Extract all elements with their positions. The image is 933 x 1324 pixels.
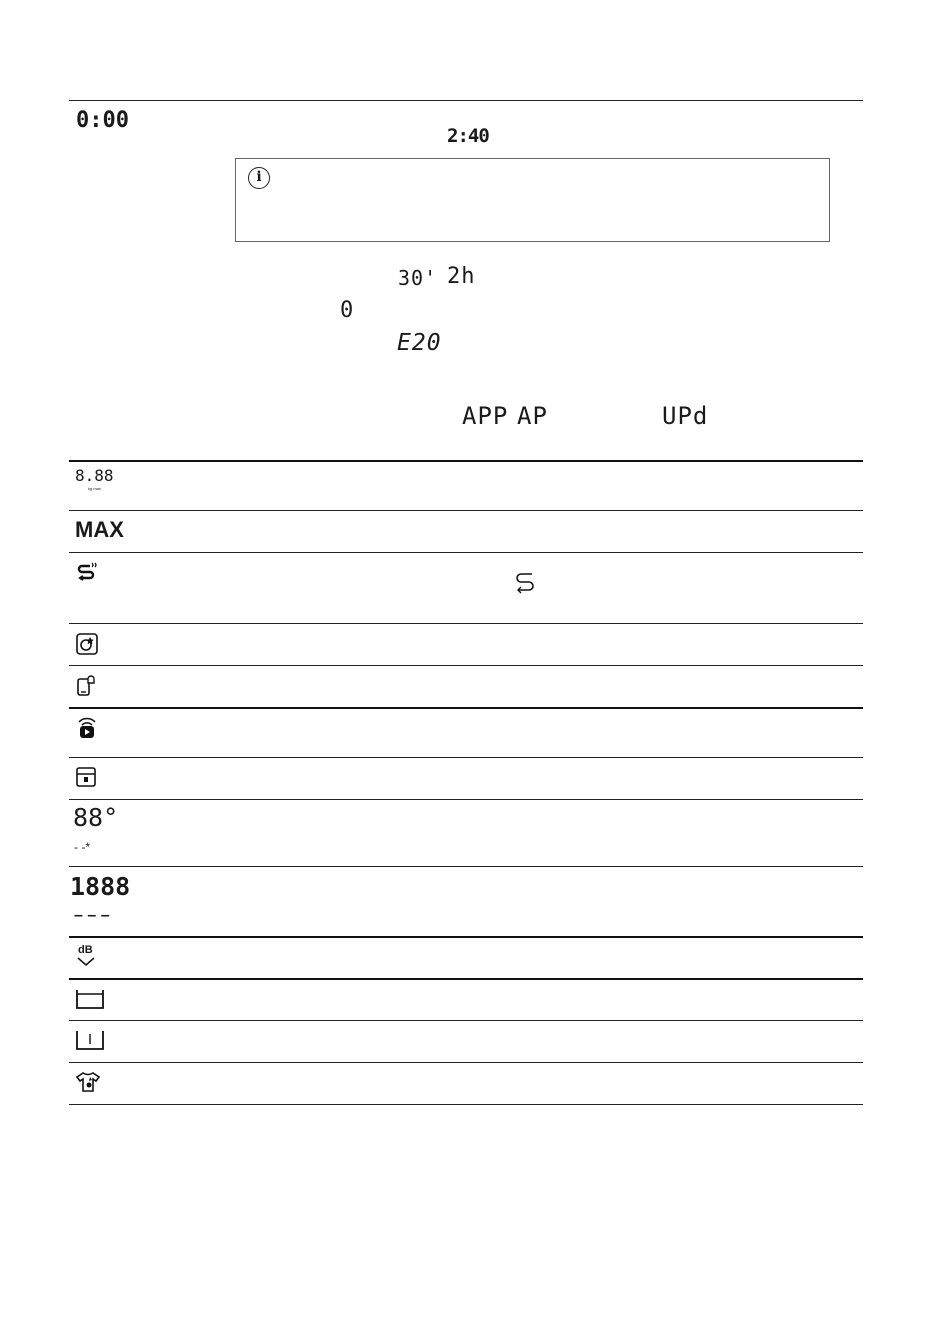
app-code-1: APP <box>462 402 509 430</box>
load-weight-display-icon: 8.88 <box>75 466 114 485</box>
time-display: 0:00 <box>76 108 129 133</box>
extra-rinse-icon <box>76 1030 104 1050</box>
info-note-box <box>235 158 830 242</box>
row-divider <box>69 1062 863 1063</box>
zero-value: 0 <box>340 298 355 323</box>
sound-level-label: dB <box>78 944 93 956</box>
sound-level-icon <box>76 945 96 966</box>
row-divider <box>69 1020 863 1021</box>
row-divider <box>69 552 863 553</box>
row-divider <box>69 799 863 800</box>
row-divider <box>69 623 863 624</box>
delay-short-value: 30' <box>398 266 438 290</box>
steam-symbol-icon <box>513 570 537 594</box>
update-code: UPd <box>662 402 709 430</box>
row-divider <box>69 665 863 666</box>
row-divider <box>69 460 863 462</box>
time-example: 2:40 <box>447 125 489 147</box>
max-load-icon: MAX <box>75 517 124 542</box>
error-code: E20 <box>397 330 442 356</box>
wifi-connect-icon <box>76 715 98 739</box>
steam-refresh-icon <box>76 562 98 584</box>
row-divider <box>69 757 863 758</box>
info-icon: i <box>248 167 270 189</box>
app-code-2: AP <box>517 402 548 430</box>
load-weight-unit: kg max <box>88 486 101 491</box>
door-lock-icon <box>76 767 96 787</box>
remote-control-icon <box>76 674 98 696</box>
spin-speed-off-indicator: – – – <box>74 907 110 924</box>
row-divider <box>69 866 863 867</box>
rinse-hold-icon <box>76 989 104 1009</box>
temperature-display-icon: 88° <box>73 803 119 832</box>
spin-speed-display-icon: 1888 <box>70 872 131 901</box>
table-bottom-rule <box>69 1104 863 1105</box>
stain-icon <box>76 1071 100 1093</box>
row-divider <box>69 936 863 938</box>
row-divider <box>69 978 863 980</box>
table-top-rule <box>69 100 863 101</box>
row-divider <box>69 707 863 709</box>
auto-dose-icon <box>76 633 98 655</box>
temperature-cold-indicator: - -* <box>74 840 90 854</box>
row-divider <box>69 510 863 511</box>
delay-long-value: 2h <box>447 264 476 289</box>
